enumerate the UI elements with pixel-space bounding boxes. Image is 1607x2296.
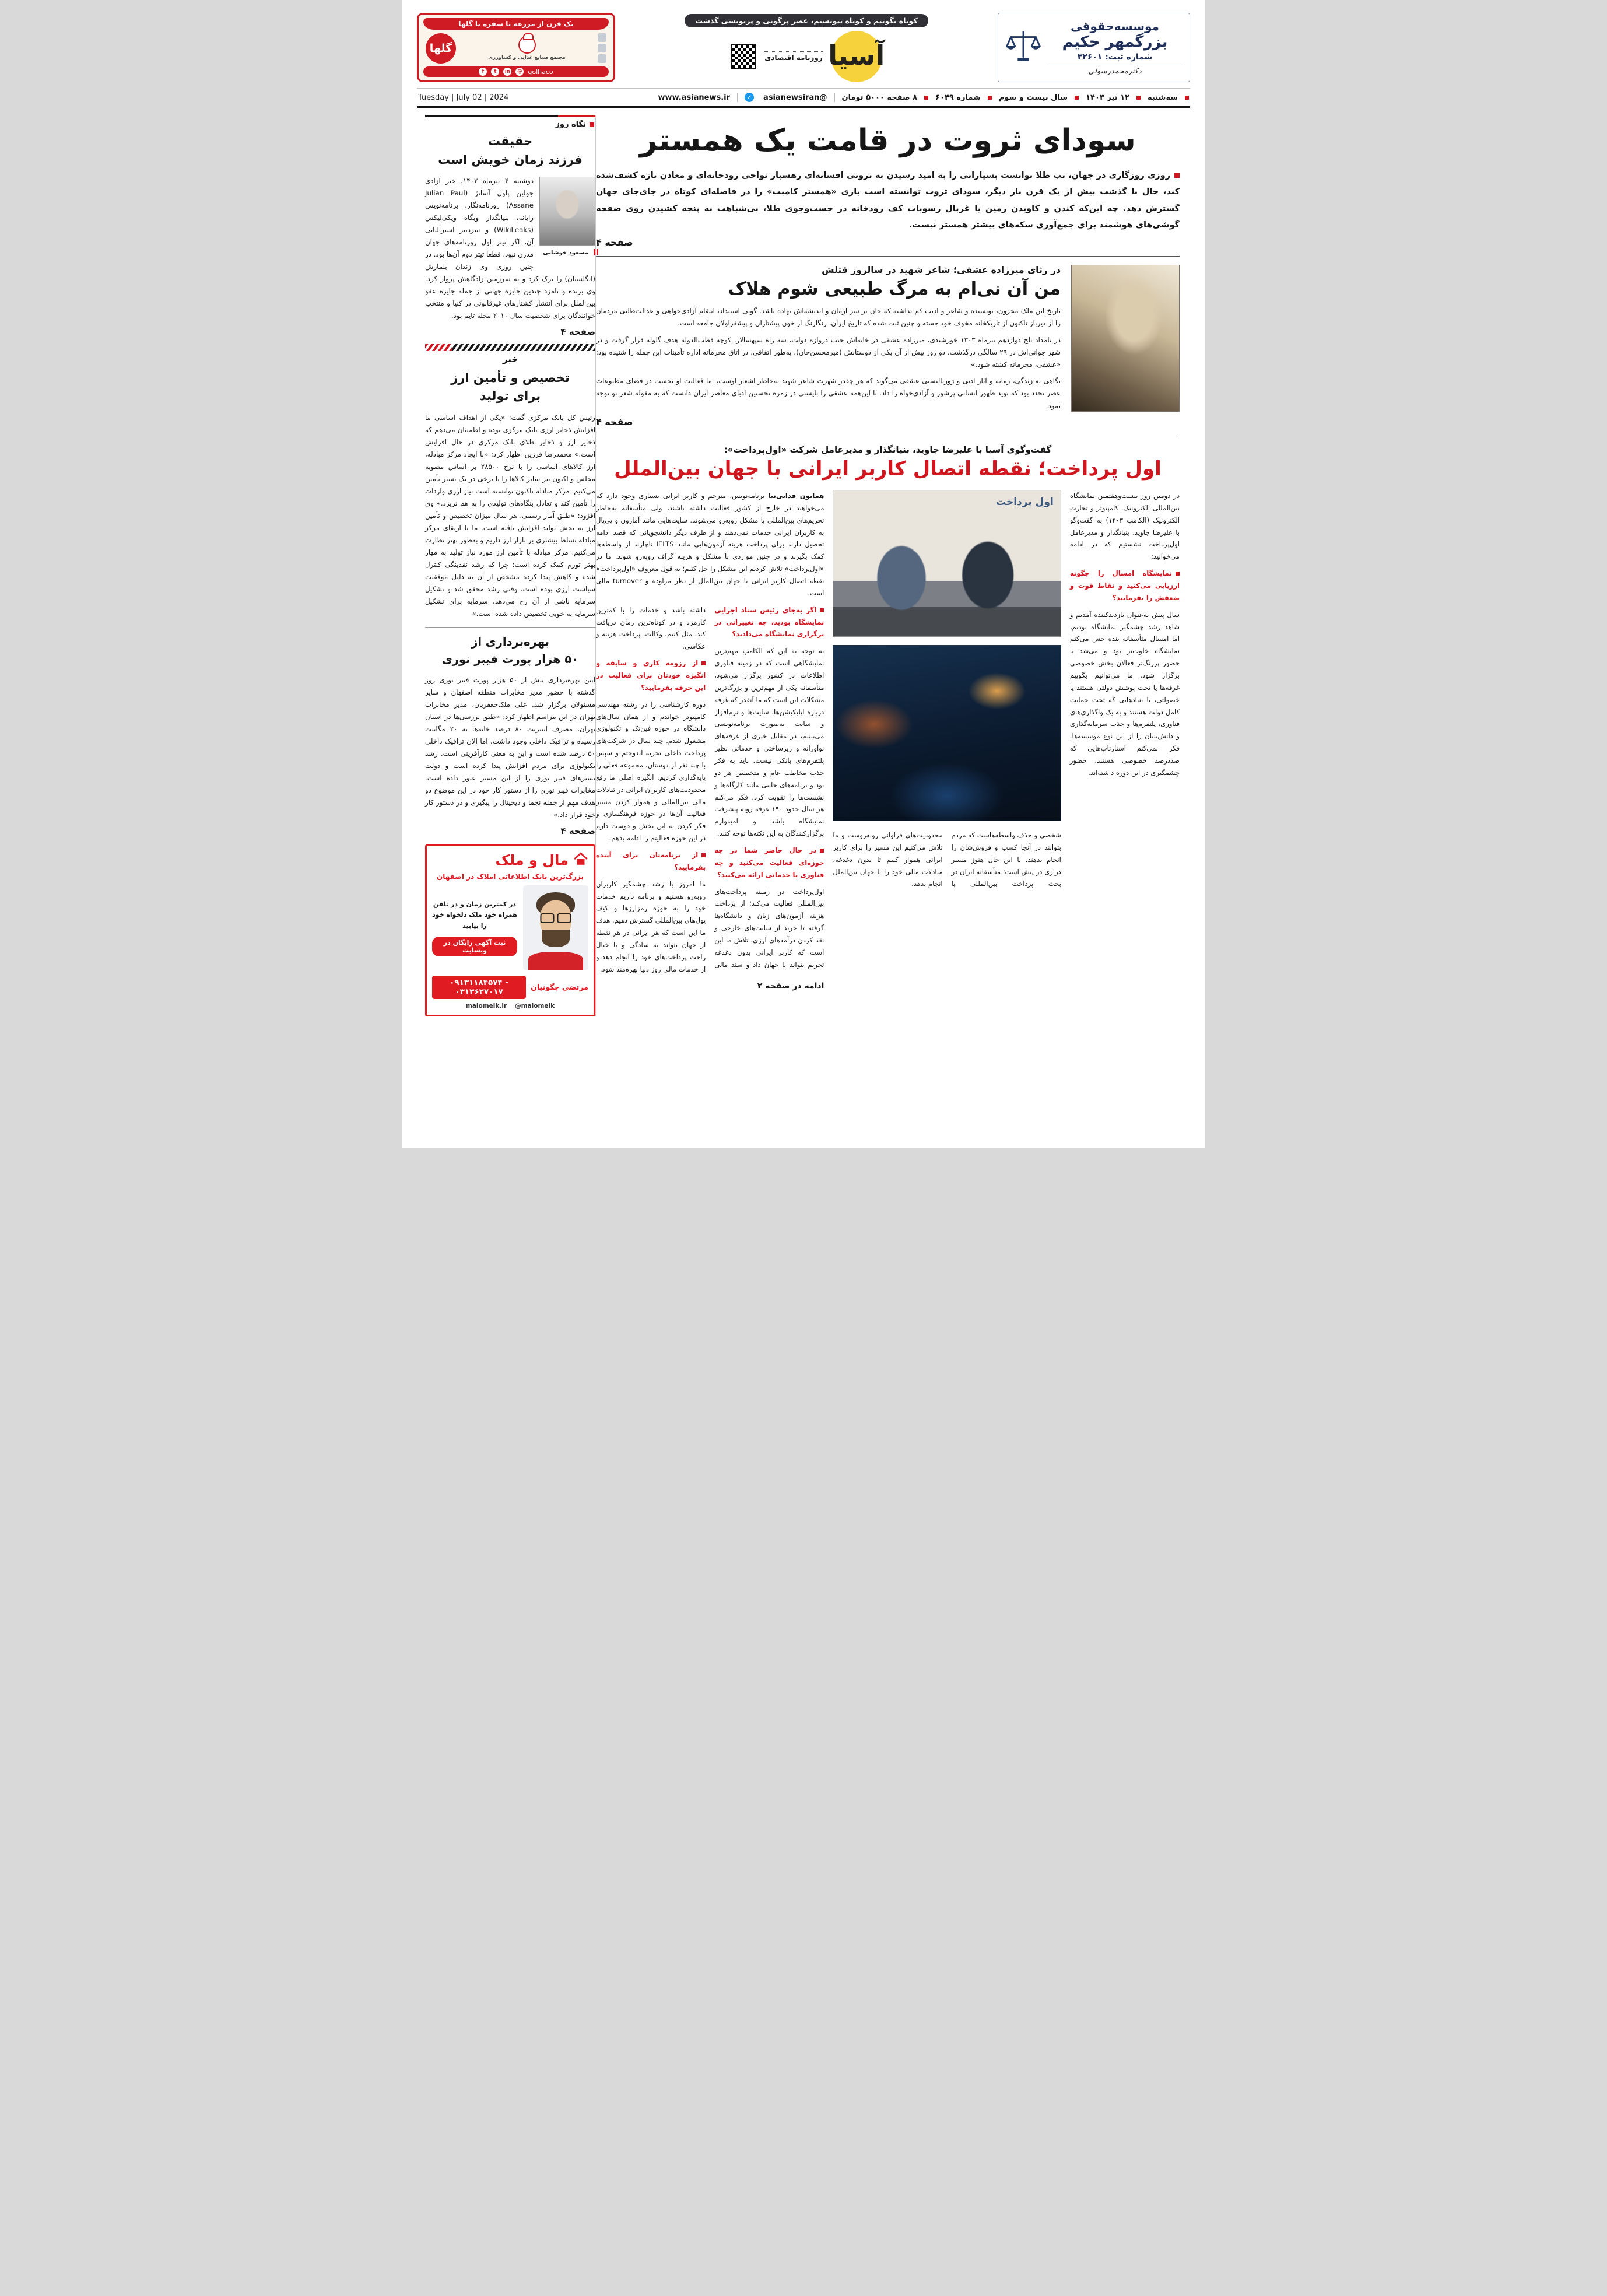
interview-answer: اول‌پرداخت در زمینه پرداخت‌های بین‌المللی فعالیت می‌کند؛ از پرداخت هزینه آزمون‌های زبان و دانشگاه‌ها گرفته تا خرید از سایت‌های خارجی و نقد کردن درآمدهای ارزی. تلاش ما این است که کاربر ایرانی بدون دغدغه تحریم بتواند با جهان داد و ستد مالی داشته باشد و خدمات را با کمترین کارمزد و در کوتاه‌ترین زمان دریافت کند، مثل کنیم، وکالت، پرداخت هزینه و عکاسی. [596,605,824,969]
interview-question: در حال حاضر شما در چه حوزه‌ای فعالیت می‌کنید و چه فناوری یا خدماتی ارائه می‌کنید؟ [714,844,824,881]
interview-answer: به توجه به این که الکامپ مهم‌ترین نمایشگاهی است که در زمینه فناوری اطلاعات در کشور برگزار می‌شود، متأسفانه یکی از مهم‌ترین و بزرگ‌ترین مشکلات این است که ما آنقدر که غرفه درباره اپلیکیشن‌ها، سایت‌ها و نرم‌افزار و سایت به‌صورت برنامه‌نویسی می‌بینیم، در مقابل خبری از غرفه‌های نوآورانه و زیرساختی و خدماتی نظیر پلتفرم‌های بانکی نیست. باید به فکر جذب مخاطب عام و متخصص هر دو بود و برنامه‌های جانبی مانند کارگاه‌ها و نشست‌ها را تقویت کرد. فکر می‌کنم هر سال حدود ۱۹۰ غرفه روبه پیشرفت نمایشگاه باشد و امیدوارم برگزارکنندگان به این نکته‌ها توجه کنند. [714,647,824,838]
legal-ad-title-line1: موسسه‌حقوقی [1071,19,1159,33]
poet-paragraph: نگاهی به زندگی، زمانه و آثار ادبی و ژورنالیستی عشقی می‌گوید که هر چقدر شهرت شاعر شهید به‌خاطر اشعار اوست، اما فعالیت او نخست در فضای مطبوعات عصر تجدد بود که نوید ظهور انسانی پرشور و آزادی‌خواه را داد. با این‌همه عشقی را بایستی در زمره نخستین ادبای معاصر ایران دانست که به مقوله شعر نو توجه نمود. [596,377,1061,410]
main-headline: سودای ثروت در قامت یک همستر [640,123,1136,158]
poet-photo [1071,265,1180,412]
interview-question: از رزومه کاری و سابقه و انگیزه خودتان برای فعالیت در این حرفه بفرمایید؟ [596,657,706,694]
newspaper-tagline: کوتاه بگوییم و کوتاه بنویسیم، عصر پرگویی و پرنویسی گذشت [685,14,928,27]
house-icon [573,851,588,869]
poet-kicker: در رثای میرزاده عشقی؛ شاعر شهید در سالروز قتلش [822,265,1061,276]
real-estate-ad-line: در کمترین زمان و در تلفن همراه خود ملک دلخواه خود را بیابید [432,900,517,930]
fiber-body: آیین بهره‌برداری بیش از ۵۰ هزار پورت فیبر نوری روز گذشته با حضور مدیر مخابرات منطقه اصفهان و سایر مسئولان برگزار شد. علی ملک‌جعفریان، مدیر مخابرات تهران در این مراسم اظهار کرد: «طبق بررسی‌ها در استان تهران، مصرف اینترنت ۸۰ درصد خانه‌ها به ۲۰ مگابیت رسیده و ترافیک داخلی وجود داشت، اما الان ترافیک داخلی ۵۰ درصد شده است و این به معنی کارآفرینی است. رشد تکنولوژی برای مردم افزایش پیدا کرده است و دولت بسترهای فیبر نوری را از این مسیر عبور داده است. مخابرات فیبر نوری را از دستور کار خود در این موضوع دو هدف مهم از جمله نجما و دیجیتال را پیگیری و در دستور کار خود قرار داد.» [425,675,596,819]
red-square-bullet [1185,96,1189,100]
column-divider [595,115,596,1016]
red-square-bullet [1136,96,1141,100]
interview-article [596,444,1180,991]
interview-kicker: گفت‌وگوی آسیا با علیرضا جاوید، بنیانگذار و مدیرعامل شرکت «اول‌پرداخت»: [724,444,1052,455]
poet-body [596,305,1061,416]
interview-media [833,490,1061,991]
section-divider [596,256,1180,257]
tech-scene-photo [833,645,1061,821]
qr-code [731,44,756,69]
website-link[interactable]: www.asianews.ir [658,93,731,102]
real-estate-ad[interactable] [425,844,595,1016]
legal-ad-text [1047,19,1183,76]
register-listing-button[interactable]: ثبت آگهی رایگان در وبسایت [432,937,517,956]
divider [834,93,835,102]
dateline-pages-price: ۸ صفحه ۵۰۰۰ تومان [841,93,918,102]
author-figure [539,177,595,258]
dateline-weekday: سه‌شنبه [1148,93,1178,102]
red-square-bullet [1075,96,1079,100]
fiber-headline: بهره‌برداری از ۵۰ هزار پورت فیبر نوری [441,635,579,666]
golha-ad-banner: یک قرن از مزرعه تا سفره با گلها [423,18,609,30]
dateline-year-label: سال بیست و سوم [998,93,1068,102]
legal-ad-title-line2: بزرگمهر حکیم [1062,33,1168,51]
interview-byline-paragraph: همایون فدایی‌نیا برنامه‌نویس، مترجم و کاربر ایرانی بسیاری وجود دارد که می‌خواهند در خارج از کشور فعالیت داشته باشند، ولی متأسفانه به‌خاطر تحریم‌های بین‌المللی با مشکل روبه‌رو می‌شوند. سایت‌هایی مانند آمازون و پی‌پال به کاربران ایرانی خدمات نمی‌دهند و از طرف دیگر دانشجویانی که قصد ادامه تحصیل دارند برای پرداخت هزینه آزمون‌هایی مانند IELTS ناچارند از واسطه‌ها کمک بگیرند و در چنین مواردی با مشکل و هزینه گزاف روبه‌رو شوند. ما در «اول‌پرداخت» تلاش کردیم این مشکل را حل کنیم؛ به قول معروف «اول‌پرداخت» نقطه اتصال کاربر ایرانی با جهان بین‌الملل از نظر مراوده و turnover مالی است. [596,491,824,597]
facebook-icon: f [479,68,487,76]
linkedin-icon: in [503,68,511,76]
interview-headline: اول پرداخت؛ نقطه اتصال کاربر ایرانی با جهان بین‌الملل [614,457,1162,481]
dateline-date-en: Tuesday | July 02 | 2024 [418,93,509,102]
golha-social-handle[interactable]: golhaco [528,68,553,76]
newspaper-logo-subtitle: روزنامه اقتصادی [764,51,823,62]
interview-author: همایون فدایی‌نیا [768,491,824,500]
author-photo [539,177,595,246]
social-handle-link[interactable]: @asianewsiran ✓ [745,93,827,102]
interview-question: از برنامه‌تان برای آینده بفرمایید؟ [596,849,706,874]
main-column [596,115,1190,1016]
day-view-body: مسعود خوشابی دوشنبه ۴ تیرماه ۱۴۰۲، خبر آزادی جولین پاول آسانژ (Julian Paul Assane) روزنامه‌نگار، برنامه‌نویس رایانه، بنیانگذار وبگاه ویکی‌لیکس (WikiLeaks) و سردبیر استرالیایی آن، اگر تیتر اول روزنامه‌های جهان مدرن نبود، قطعا تیتر دوم آن‌ها بود. در چنین روزی وی زندان بلمارش (انگلستان) را ترک کرد و به سرزمین زادگاهش پرواز کرد. وی برنده و نامزد چندین جایزه جهانی از جمله جایزه عفو بین‌الملل برای انتشار کشتارهای غیرقانونی در کنیا و منتخب خوانندگان برای شخصیت سال ۲۰۱۰ مجله تایم بود. [425,177,595,320]
real-estate-social-handle[interactable]: @malomelk [515,1002,555,1009]
masthead [417,13,1190,82]
agent-photo [523,885,588,970]
day-view-section [425,115,595,337]
interview-question: اگر به‌جای رئیس ستاد اجرایی نمایشگاه بودید، چه تغییراتی در برگزاری نمایشگاه می‌دادید؟ [714,604,824,641]
red-square-bullet [988,96,992,100]
red-lead-marker [1174,173,1180,178]
interview-answer: دوره کارشناسی را در رشته مهندسی کامپیوتر خواندم و از همان سال‌های دانشگاه در حوزه فین‌تک و تکنولوژی مشغول شدم. چند سال در شرکت‌های پرداخت داخلی تجربه اندوختم و سپس با چند نفر از دوستان، مجموعه فعلی را پایه‌گذاری کردیم. انگیزه اصلی ما رفع محدودیت‌های کاربران ایرانی در تبادلات مالی بین‌المللی و هموار کردن مسیر فعالیت آن‌ها در حوزه فرهنگسازی و فکر کردن به این بخش و دوست دارم در این حوزه فعالیتم را ادامه بدهم. [596,700,706,843]
interview-column-right [1070,490,1180,991]
poet-paragraph: تاریخ این ملک محزون، نویسنده و شاعر و ادیب کم نداشته که جان بر سر آرمان و اندیشه‌اش نهاده باشد. گویی استبداد، انتقام آزادی‌خواهی و عدالت‌طلبی مردمان را از دیرباز تاکنون از تاریکخانه مخوف خود جسته و چنین ثبت شده که تاریخ ایران، رنگارنگ از خون پیشتازان و پیشقراولان جامعه است. [596,307,1061,328]
interview-text-below-images: شخصی و حذف واسطه‌هاست که مردم بتوانند در آنجا کسب و فروش‌شان را انجام بدهند. با این حال هنوز مسیر درازی در پیش است؛ متأسفانه ایران در بحث پرداخت بین‌المللی با محدودیت‌های فراوانی روبه‌روست و ما تلاش می‌کنیم این مسیر را برای کاربر ایرانی هموار کنیم تا بدون دغدغه، مبادلات مالی خود را با جهان بین‌الملل انجام بدهد. [833,830,1061,888]
divider [737,93,738,102]
continued-on-page-note: ادامه در صفحه ۲ [757,981,824,991]
main-lead-paragraph: روزی روزگاری در جهان، تب طلا توانست بسیارانی را به امید رسیدن به ثروتی افسانه‌ای رهسپار نواحی رودخانه‌ای و معادن تازه کشف‌شده کند، حال با گذشت بیش از یک قرن بار دیگر، سودای ثروت توانسته است بازی «همستر کامبت» را در فاصله‌ای کوتاه در جای‌جای جهان گسترش دهد. چه این‌که کندن و کاویدن زمین یا غربال رسوبات کف رودخانه در جست‌وجوی طلا، بی‌شباهت به پنجه کشیدن روی صفحه گوشی‌های هوشمند برای جمع‌آوری سکه‌های بیشتر همستر نیست. [596,171,1180,230]
golha-brand-circle: گلها [426,33,456,64]
interview-photo [833,490,1061,637]
legal-ad-signature: دکترمحمدرسولی [1047,65,1183,76]
fiber-section [425,627,595,836]
news-brief-section [425,344,595,620]
interview-column-left [596,490,824,991]
red-square-bullet [924,96,928,100]
newspaper-logo-block [624,13,988,82]
chef-icon [518,36,536,54]
agent-phone-numbers: ۰۹۱۳۱۱۸۴۵۷۴ - ۰۳۱۳۶۲۷۰۱۷ [432,976,526,999]
day-view-headline: حقیقت فرزند زمان خویش است [438,134,583,167]
interview-answer: ما امروز با رشد چشمگیر کاربران روبه‌رو هستیم و برنامه داریم خدمات خود را به حوزه رمزارزها و کیف پول‌های بین‌المللی گسترش دهیم. هدف ما این است که هر ایرانی در هر نقطه از جهان بتواند به سادگی و با خیال راحت پرداخت‌های خود را انجام دهد و از خدمات مالی روز دنیا بهره‌مند شود. [596,879,706,973]
main-story-page-ref: صفحه ۴ [596,237,633,248]
logo-yellow-circle [828,31,885,82]
right-sidebar [417,115,595,1016]
agent-name: مرتضی چگونیان [531,983,588,992]
dateline-issue-number: شماره ۶۰۴۹ [935,93,981,102]
legal-institute-ad[interactable] [998,13,1190,82]
golha-ad-subtitle: مجتمع صنایع غذایی و کشاورزی [488,54,566,61]
newspaper-front-page [402,0,1205,1148]
legal-ad-registration: شماره ثبت: ۳۲۶۰۱ [1077,52,1153,62]
telegram-icon: t [491,68,499,76]
interview-question: نمایشگاه امسال را چگونه ارزیابی می‌کنید و نقاط قوت و ضعفش را بفرمایید؟ [1070,567,1180,604]
real-estate-tagline: بزرگ‌ترین بانک اطلاعاتی املاک در اصفهان [436,872,584,881]
currency-body: رئیس کل بانک مرکزی گفت: «یکی از اهداف اساسی ما افزایش ذخایر ارزی بانک مرکزی بوده و اطمینان می‌دهم که ذخایر ارز و ذخایر طلای بانک مرکزی در حال افزایش است.» محمدرضا فرزین اظهار کرد: «با ایجاد مرکز مبادله، ارز کالاهای اساسی را با نرخ ۲۸۵۰۰ بر اساس مصوبه مجلس و اکنون نیز سایر کالاها را با نرخی در یک بستر تأمین می‌کنیم. مرکز مبادله تاکنون توانسته است نیاز ارزی واردات را تأمین کند و تعادل بنگاه‌های تولیدی را به هم نریزد.» وی افزود: «طبق آمار رسمی، هر سال میزان تخصیص و تأمین ارز به بخش تولید افزایش یافته است. ما با ارتقای مرکز مبادله تسلط بیشتری بر بازار ارز داریم و به‌طور بهتر نظارت می‌کنیم. مرکز مبادله با تأمین ارز مورد نیاز تولید به مهار بهتر تورم کمک کرده است؛ چرا که رشد نقدینگی کنترل شده و کاهش پیدا کرده مشخص از آن به دلیل موفقیت سیاست ارزی بوده است. وقتی رشد محقق شد و تشکیل سرمایه ناشی از آن رخ می‌دهد، سرمایه برای تشکیل سرمایه به خوبی تخصیص داده شده است.» [425,413,595,618]
day-view-page-ref: صفحه ۴ [560,326,595,337]
currency-headline: تخصیص و تأمین ارز برای تولید [451,370,570,404]
golha-social-bar[interactable] [423,66,609,77]
news-pattern-strip [425,344,595,351]
section-rule [425,115,595,117]
day-view-label: نگاه روز [425,117,595,131]
newspaper-logo-title: آسیا [828,40,885,71]
poet-headline: من آن نی‌ام به مرگ طبیعی شوم هلاک [728,279,1061,300]
news-label: خبر [502,353,518,364]
poet-page-ref: صفحه ۴ [596,416,633,427]
golha-food-ad[interactable] [417,13,615,82]
author-caption: مسعود خوشابی [539,248,595,258]
fiber-page-ref: صفحه ۴ [560,825,595,836]
poet-article [596,265,1180,427]
dateline-bar [417,88,1190,108]
dateline-date-fa: ۱۲ تیر ۱۴۰۳ [1086,93,1130,102]
poet-paragraph: در بامداد تلخ دوازدهم تیرماه ۱۳۰۳ خورشیدی، میرزاده عشقی در خانه‌اش جنب دروازه دولت، سه راه سپهسالار، کوچه قطب‌الدوله هدف گلوله قرار گرفت و در شهر جوانی‌اش در ۲۹ سالگی درگذشت. دو روز پیش از آن یکی از دوستانش (میرمحسن‌خان)، به‌طور اتفاقی، در اتاق محرمانه اداره تأمینات این جمله را شنیده بود: «عشقی، محرمانه کشته شود.» [596,335,1061,369]
real-estate-website-link[interactable]: malomelk.ir [465,1002,507,1009]
real-estate-brand: مال و ملک [495,851,569,868]
instagram-icon: @ [515,68,524,76]
golha-certification-logos [598,33,606,63]
interview-answer: سال پیش به‌عنوان بازدیدکننده آمدیم و شاهد رشد چشمگیر نمایشگاه بودیم، اما امسال متأسفانه بنده حس می‌کنم نمایشگاه خلوت‌تر بود و می‌شد با حضور پررنگ‌تر فعالان بخش خصوصی برگزار شود. ما می‌توانیم بگوییم غرفه‌ها یا تحت پوشش دولتی هستند یا خصولتی، یا بنیادهایی که تحت حمایت کامل دولت هستند و به یک واگذاری‌های فناوری، پلتفرم‌ها و جذب سرمایه‌گذاری و دانش‌بنیان را از این نوع موسسه‌ها. فکر نمی‌کنم استارتاپ‌هایی که صددرصد خصوصی هستند، حضور چشمگیری در این دوره داشته‌اند. [1069,610,1180,777]
scales-of-justice-icon [1005,29,1041,67]
verified-badge-icon: ✓ [745,93,754,102]
interview-intro: در دومین روز بیست‌وهفتمین نمایشگاه بین‌المللی الکترونیک، کامپیوتر و تجارت الکترونیک (الکامپ ۱۴۰۳) به گفت‌وگو با علیرضا جاوید، بنیانگذار و مدیرعامل اول‌پرداخت نشستیم که در ادامه می‌خوانید: [1069,491,1180,561]
interview-photo-backdrop-text: اول پرداخت [995,496,1054,508]
